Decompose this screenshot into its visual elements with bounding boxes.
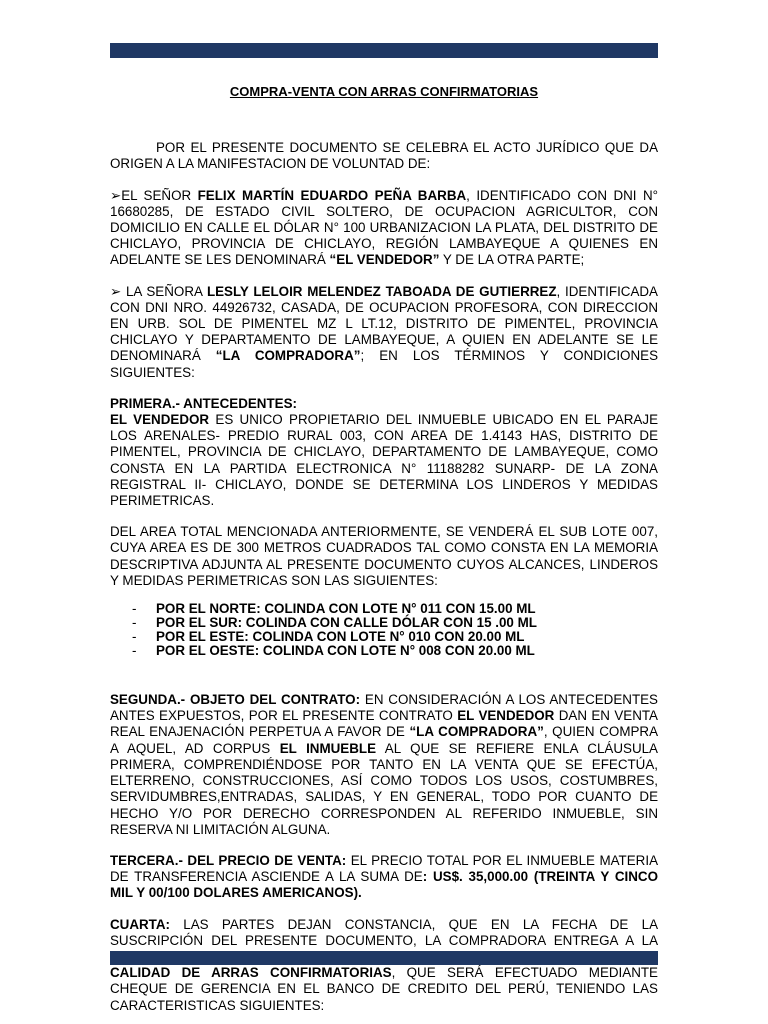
clause-cuarta-heading: CUARTA: bbox=[110, 916, 170, 932]
intro-paragraph: POR EL PRESENTE DOCUMENTO SE CELEBRA EL ACTO JURÍDICO QUE DA ORIGEN A LA MANIFESTACION DE VOLUNTAD DE: bbox=[110, 140, 658, 172]
footer-band bbox=[110, 951, 658, 965]
buyer-name: LESLY LELOIR MELENDEZ TABOADA DE GUTIERREZ bbox=[206, 283, 557, 299]
clause-primera-heading: PRIMERA.- ANTECEDENTES: bbox=[110, 395, 297, 411]
clause-tercera-heading: TERCERA.- DEL PRECIO DE VENTA: bbox=[110, 852, 347, 868]
header-band bbox=[110, 43, 658, 58]
arrow-bullet-icon: ➢ bbox=[110, 283, 122, 299]
seller-name: FELIX MARTÍN EDUARDO PEÑA BARBA bbox=[197, 187, 467, 203]
clause-cuarta: CUARTA: LAS PARTES DEJAN CONSTANCIA, QUE EN LA FECHA DE LA SUSCRIPCIÓN DEL PRESENTE DOCUMENTO, LA COMPRADORA ENTREGA A LA CALIDAD DE ARRAS CONFIRMATORIAS, QUE SERÁ EFECTUADO MEDIANTE CHEQUE DE GERENCIA EN EL BANCO DE CREDITO DEL PERÚ, TENIENDO LAS CARACTERISTICAS SIGUIENTES: bbox=[110, 916, 658, 1013]
seller-role: “EL VENDEDOR” bbox=[329, 252, 440, 268]
list-item: - POR EL SUR: COLINDA CON CALLE DÓLAR CON 15 .00 ML bbox=[132, 615, 537, 631]
sub-lot-paragraph: DEL AREA TOTAL MENCIONADA ANTERIORMENTE, SE VENDERÁ EL SUB LOTE 007, CUYA AREA ES DE 300 METROS CUADRADOS TAL COMO CONSTA EN LA MEMORIA DESCRIPTIVA ADJUNTA AL PRESENTE DOCUMENTO CUYOS ALCANCES, LINDEROS Y MEDIDAS PERIMETRICAS SON LAS SIGUIENTES: bbox=[110, 524, 658, 588]
clause-tercera: TERCERA.- DEL PRECIO DE VENTA: EL PRECIO TOTAL POR EL INMUEBLE MATERIA DE TRANSFERENCIA ASCIENDE A LA SUMA DE: US$. 35,000.00 (TREINTA Y CINCO MIL Y 00/100 DOLARES AMERICANOS). bbox=[110, 852, 658, 901]
party-seller-paragraph: ➢EL SEÑOR FELIX MARTÍN EDUARDO PEÑA BARBA, IDENTIFICADO CON DNI N° 16680285, DE ESTADO CIVIL SOLTERO, DE OCUPACION AGRICULTOR, CON DOMICILIO EN CALLE EL DÓLAR N° 100 URBANIZACION LA PLATA, DEL DISTRITO DE CHICLAYO, PROVINCIA DE CHICLAYO, REGIÓN LAMBAYEQUE A QUIENES EN ADELANTE SE LES DENOMINARÁ “EL VENDEDOR” Y DE LA OTRA PARTE; bbox=[110, 187, 658, 268]
list-item: - POR EL ESTE: COLINDA CON LOTE N° 010 CON 20.00 ML bbox=[132, 629, 525, 645]
contract-document bbox=[110, 84, 658, 1014]
arrow-bullet-icon: ➢ bbox=[110, 187, 122, 203]
list-item: - POR EL NORTE: COLINDA CON LOTE N° 011 CON 15.00 ML bbox=[132, 601, 536, 617]
clause-segunda: SEGUNDA.- OBJETO DEL CONTRATO: EN CONSIDERACIÓN A LOS ANTECEDENTES ANTES EXPUESTOS, POR EL PRESENTE CONTRATO EL VENDEDOR DAN EN VENTA REAL ENAJENACIÓN PERPETUA A FAVOR DE “LA COMPRADORA”, QUIEN COMPRA A AQUEL, AD CORPUS EL INMUEBLE AL QUE SE REFIERE ENLA CLÁUSULA PRIMERA, COMPRENDIÉNDOSE POR TANTO EN LA VENTA QUE SE EFECTÚA, ELTERRENO, CONSTRUCCIONES, ASÍ COMO TODOS LOS USOS, COSTUMBRES, SERVIDUMBRES,ENTRADAS, SALIDAS, Y EN GENERAL, TODO POR CUANTO DE HECHO Y/O POR DERECHO CORRESPONDEN AL REFERIDO INMUEBLE, SIN RESERVA NI LIMITACIÓN ALGUNA. bbox=[110, 692, 659, 837]
boundaries-list bbox=[110, 602, 658, 658]
list-item: - POR EL OESTE: COLINDA CON LOTE N° 008 CON 20.00 ML bbox=[132, 643, 535, 659]
buyer-role: “LA COMPRADORA” bbox=[215, 348, 361, 364]
clause-segunda-heading: SEGUNDA.- OBJETO DEL CONTRATO: bbox=[110, 692, 361, 708]
clause-primera-text: EL VENDEDOR ES UNICO PROPIETARIO DEL INMUEBLE UBICADO EN EL PARAJE LOS ARENALES- PREDIO RURAL 003, CON AREA DE 1.4143 HAS, DISTRITO DE PIMENTEL, PROVINCIA DE CHICLAYO, DEPARTAMENTO DE LAMBAYEQUE, COMO CONSTA EN LA PARTIDA ELECTRONICA N° 11188282 SUNARP- DE LA ZONA REGISTRAL II- CHICLAYO, DONDE SE DETERMINA LOS LINDEROS Y MEDIDAS PERIMETRICAS. bbox=[110, 412, 658, 509]
document-title: COMPRA-VENTA CON ARRAS CONFIRMATORIAS bbox=[229, 84, 539, 99]
party-buyer-paragraph: ➢ LA SEÑORA LESLY LELOIR MELENDEZ TABOADA DE GUTIERREZ, IDENTIFICADA CON DNI NRO. 44926732, CASADA, DE OCUPACION PROFESORA, CON DIRECCION EN URB. SOL DE PIMENTEL MZ L LT.12, DISTRITO DE PIMENTEL, PROVINCIA CHICLAYO Y DEPARTAMENTO DE LAMBAYEQUE, A QUIEN EN ADELANTE SE LE DENOMINARÁ “LA COMPRADORA”; EN LOS TÉRMINOS Y CONDICIONES SIGUIENTES: bbox=[110, 283, 658, 380]
